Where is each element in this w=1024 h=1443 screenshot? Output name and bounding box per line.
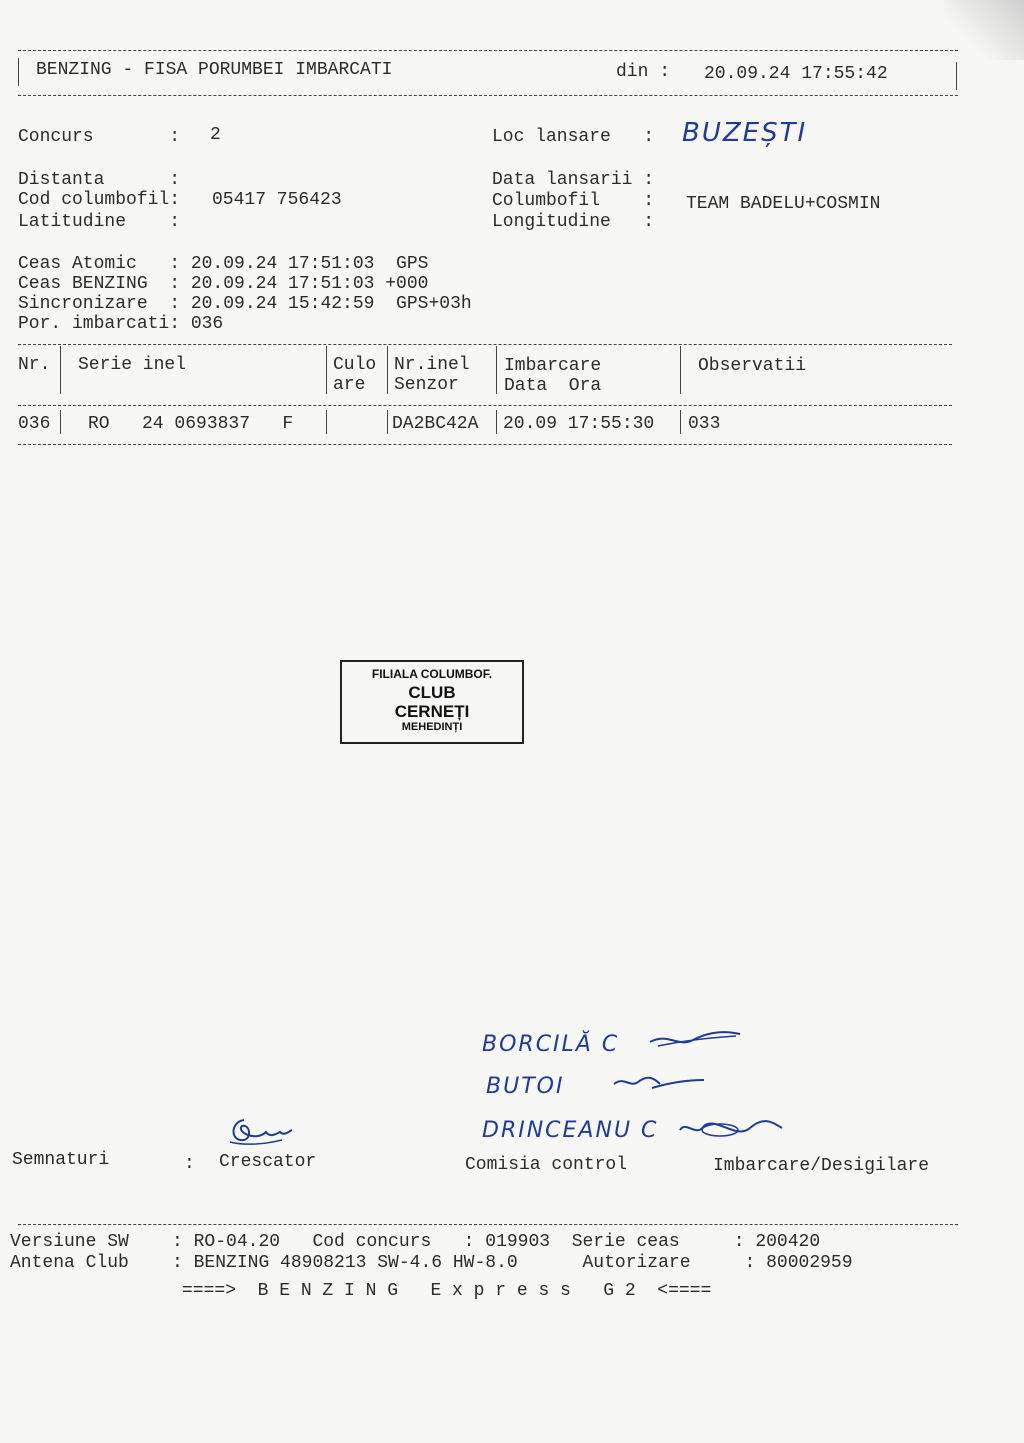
row-col-divider-5	[680, 410, 681, 434]
row-col-divider-1	[60, 410, 61, 434]
cell-nr: 036	[18, 414, 51, 434]
table-top-border	[18, 344, 952, 345]
crescator-signature	[226, 1112, 306, 1148]
header-din-label: din :	[616, 62, 671, 82]
latitudine-label: Latitudine :	[18, 212, 181, 232]
signature-scribble-3	[676, 1116, 786, 1142]
longitudine-label: Longitudine :	[492, 212, 655, 232]
cell-serie: RO 24 0693837 F	[88, 414, 294, 434]
stamp-line-1: FILIALA COLUMBOF.	[371, 667, 493, 681]
concurs-value: 2	[210, 125, 221, 145]
footer-line-3: ====> B E N Z I N G E x p r e s s G 2 <====	[182, 1281, 712, 1301]
cell-imbarcare: 20.09 17:55:30	[503, 414, 655, 434]
columbofil-value: TEAM BADELU+COSMIN	[686, 194, 881, 214]
row-col-divider-4	[496, 410, 497, 434]
cod-columbofil-label: Cod columbofil:	[18, 190, 181, 210]
table-col-divider-5	[680, 346, 681, 394]
comisia-control-label: Comisia control	[465, 1155, 628, 1175]
stamp-line-2: CLUB	[408, 683, 456, 702]
header-nr-inel-1: Nr.inel	[394, 355, 470, 375]
ceas-benzing-line: Ceas BENZING : 20.09.24 17:51:03 +000	[18, 274, 429, 294]
signature-scribble-1	[648, 1028, 743, 1054]
header-imbarcare-2: Data Ora	[504, 376, 602, 396]
handwritten-name-3: DRINCEANU C	[482, 1118, 659, 1143]
loc-lansare-label: Loc lansare :	[492, 127, 655, 147]
table-col-divider-3	[387, 346, 388, 394]
crescator-label: Crescator	[219, 1152, 317, 1172]
footer-separator	[18, 1224, 958, 1225]
footer-line-1: Versiune SW : RO-04.20 Cod concurs : 019903 Serie ceas : 200420	[10, 1232, 821, 1252]
row-col-divider-3	[387, 410, 388, 434]
data-lansarii-label: Data lansarii :	[492, 170, 655, 190]
table-header-separator	[18, 405, 952, 406]
header-culoare-2: are	[333, 375, 366, 395]
cell-nr-inel: DA2BC42A	[392, 414, 479, 434]
document-title: BENZING - FISA PORUMBEI IMBARCATI	[36, 60, 393, 80]
table-col-divider-2	[326, 346, 327, 394]
header-datetime: 20.09.24 17:55:42	[704, 64, 888, 84]
handwritten-name-2: BUTOI	[486, 1074, 565, 1099]
header-culoare-1: Culo	[333, 355, 377, 375]
table-col-divider-1	[60, 346, 61, 394]
row-col-divider-2	[326, 410, 327, 434]
header-serie-inel: Serie inel	[78, 355, 187, 375]
club-stamp	[340, 660, 524, 744]
stamp-line-3: CERNEȚI	[394, 702, 470, 721]
cod-columbofil-value: 05417 756423	[212, 190, 342, 210]
footer-line-2: Antena Club : BENZING 48908213 SW-4.6 HW-8.0 Autorizare : 80002959	[10, 1253, 853, 1273]
table-bottom-border	[18, 444, 952, 445]
columbofil-label: Columbofil :	[492, 191, 655, 211]
header-left-border	[18, 58, 19, 86]
cell-observatii: 033	[688, 414, 721, 434]
table-col-divider-4	[496, 346, 497, 394]
header-imbarcare-1: Imbarcare	[504, 356, 602, 376]
header-observatii: Observatii	[698, 356, 807, 376]
page-corner-shadow	[944, 0, 1024, 60]
ceas-atomic-line: Ceas Atomic : 20.09.24 17:51:03 GPS	[18, 254, 429, 274]
por-imbarcati-line: Por. imbarcati: 036	[18, 314, 224, 334]
handwritten-name-1: BORCILĂ C	[482, 1032, 620, 1057]
semnaturi-colon: :	[184, 1154, 195, 1174]
loc-lansare-value: BUZEȘTI	[682, 118, 808, 148]
sincronizare-line: Sincronizare : 20.09.24 15:42:59 GPS+03h	[18, 294, 472, 314]
header-right-border	[956, 62, 957, 90]
header-nr: Nr.	[18, 355, 51, 375]
concurs-label: Concurs :	[18, 127, 181, 147]
signature-scribble-2	[612, 1072, 707, 1096]
stamp-line-4: MEHEDINȚI	[401, 721, 463, 733]
header-nr-inel-2: Senzor	[394, 375, 459, 395]
distanta-label: Distanta :	[18, 170, 181, 190]
header-bottom-border	[18, 95, 958, 96]
header-top-border	[18, 50, 958, 51]
imbarcare-desigilare-label: Imbarcare/Desigilare	[713, 1156, 930, 1176]
semnaturi-label: Semnaturi	[12, 1150, 110, 1170]
